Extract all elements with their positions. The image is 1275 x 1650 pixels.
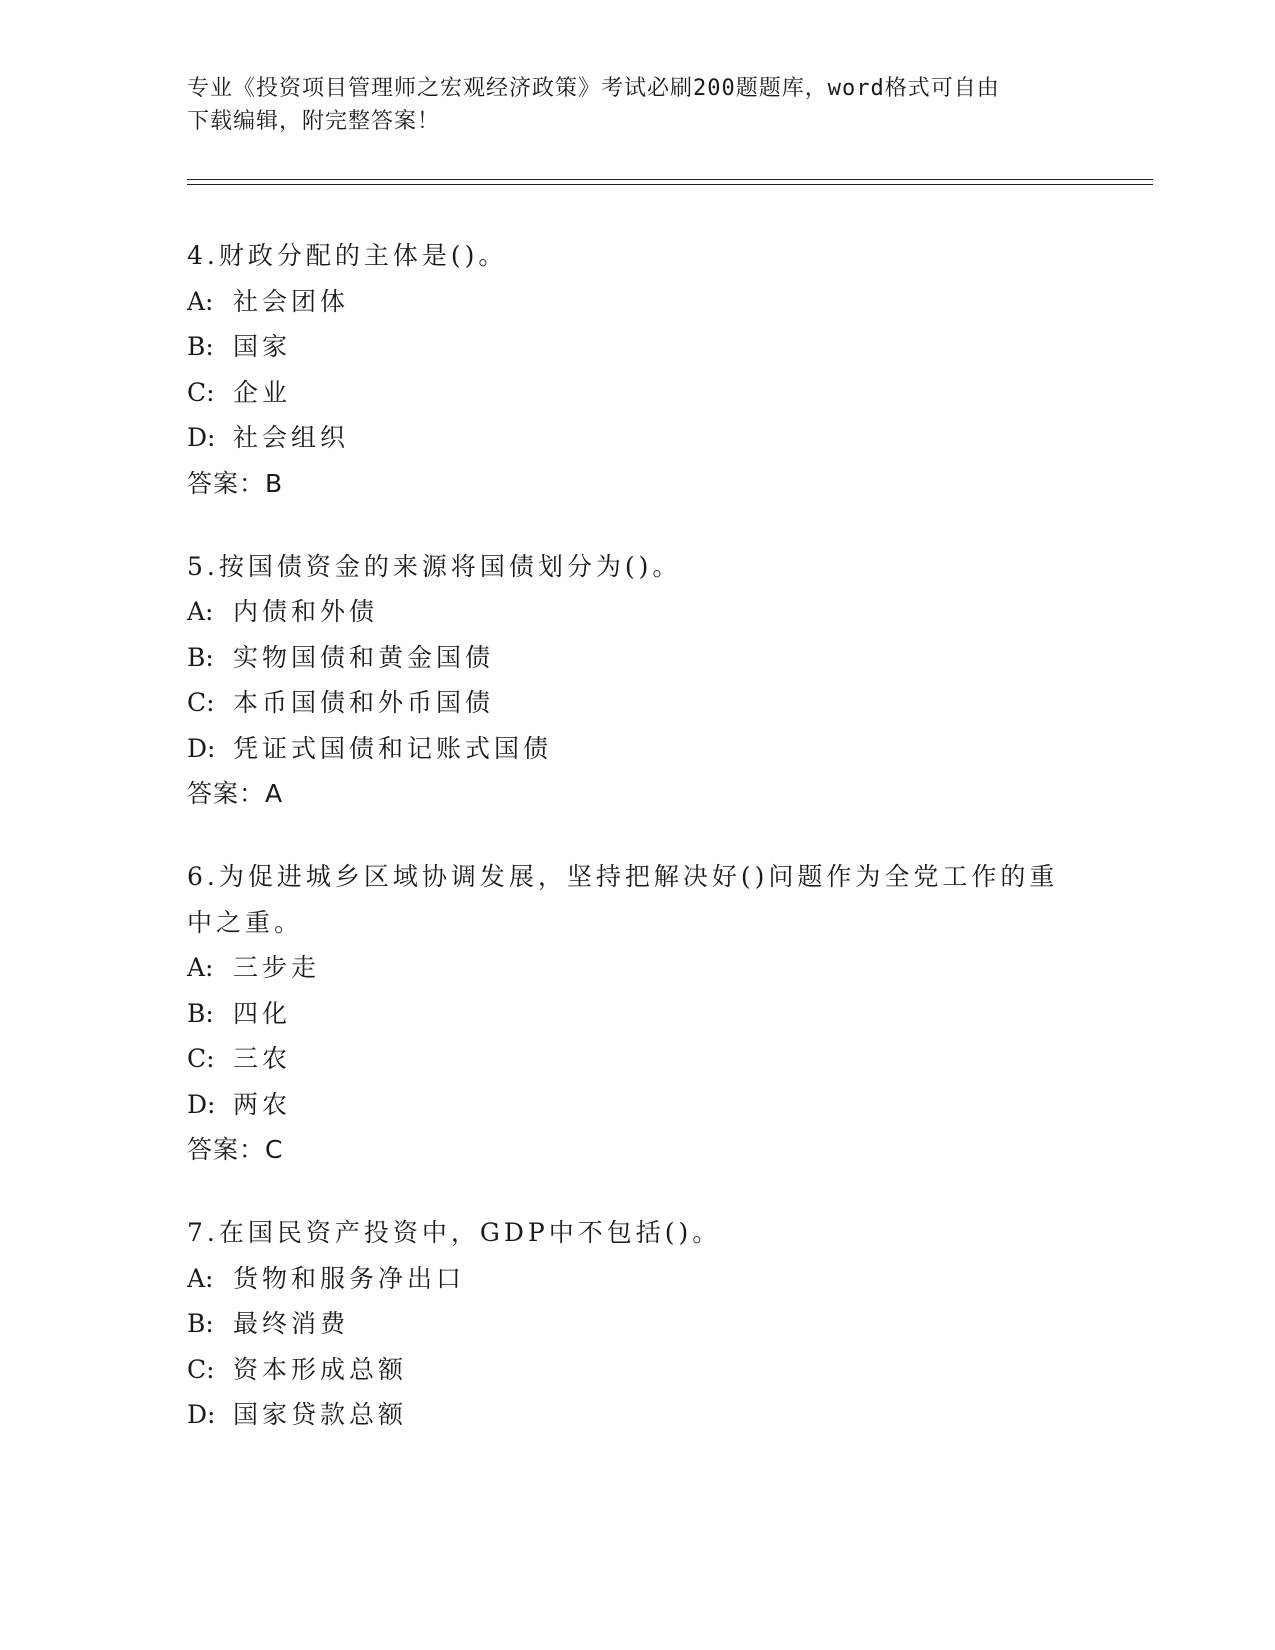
question-7: [187, 1210, 1087, 1438]
question-stem: 5.按国债资金的来源将国债划分为()。: [187, 551, 682, 581]
option-c: [187, 1347, 1087, 1393]
option-d: [187, 415, 1087, 461]
question-stem: 4.财政分配的主体是()。: [187, 241, 508, 270]
option-text: 国家贷款总额: [233, 1400, 408, 1429]
option-text: 货物和服务净出口: [233, 1263, 466, 1293]
option-a: [187, 1256, 1087, 1302]
answer-line: 答案：C: [187, 1135, 284, 1164]
option-text: 凭证式国债和记账式国债: [233, 733, 553, 763]
option-text: 实物国债和黄金国债: [233, 642, 495, 672]
question-stem: 6.为促进城乡区域协调发展，坚持把解决好()问题作为全党工作的重中之重。: [187, 862, 1059, 937]
question-list: [187, 233, 1087, 1476]
question-4: [187, 233, 1087, 506]
option-label: A:: [187, 286, 214, 316]
option-label: C:: [187, 377, 215, 407]
option-a: [187, 279, 1087, 325]
option-text: 四化: [233, 998, 292, 1028]
option-b: [187, 635, 1087, 681]
question-5: [187, 544, 1087, 817]
option-text: 社会团体: [233, 286, 350, 316]
option-label: C:: [187, 1044, 215, 1073]
option-a: [187, 945, 1087, 991]
option-label: C:: [187, 688, 215, 717]
option-b: [187, 1301, 1087, 1347]
option-text: 企业: [233, 377, 292, 407]
option-text: 最终消费: [233, 1309, 350, 1338]
option-text: 本币国债和外币国债: [233, 688, 495, 717]
option-label: D:: [187, 1400, 216, 1429]
option-d: [187, 726, 1087, 772]
option-text: 三步走: [233, 953, 321, 982]
option-text: 社会组织: [233, 423, 350, 452]
option-label: B:: [187, 332, 214, 361]
option-label: A:: [187, 953, 214, 982]
option-c: [187, 680, 1087, 726]
option-label: A:: [187, 597, 214, 626]
option-c: [187, 1036, 1087, 1082]
option-a: [187, 589, 1087, 635]
header-line-2: 下载编辑，附完整答案！: [187, 109, 441, 134]
option-c: [187, 370, 1087, 416]
option-text: 资本形成总额: [233, 1354, 408, 1384]
option-label: D:: [187, 423, 216, 452]
answer-line: 答案：B: [187, 468, 284, 498]
option-text: 三农: [233, 1044, 292, 1073]
option-label: D:: [187, 1089, 216, 1119]
option-d: [187, 1082, 1087, 1128]
option-d: [187, 1392, 1087, 1438]
header-divider-bottom: [187, 184, 1153, 185]
option-label: B:: [187, 1309, 214, 1338]
header-divider-top: [187, 179, 1153, 180]
option-label: B:: [187, 998, 214, 1028]
question-stem: 7.在国民资产投资中，GDP中不包括()。: [187, 1218, 722, 1247]
answer-line: 答案：A: [187, 779, 284, 808]
option-label: C:: [187, 1354, 215, 1384]
option-label: D:: [187, 733, 216, 763]
header-line-1: 专业《投资项目管理师之宏观经济政策》考试必刷200题题库，word格式可自由: [187, 76, 1000, 101]
option-label: B:: [187, 642, 214, 672]
option-text: 两农: [233, 1089, 292, 1119]
option-text: 内债和外债: [233, 597, 379, 626]
option-label: A:: [187, 1263, 214, 1293]
option-b: [187, 324, 1087, 370]
document-header: [187, 72, 1087, 138]
option-text: 国家: [233, 332, 292, 361]
question-6: [187, 854, 1087, 1172]
option-b: [187, 991, 1087, 1037]
